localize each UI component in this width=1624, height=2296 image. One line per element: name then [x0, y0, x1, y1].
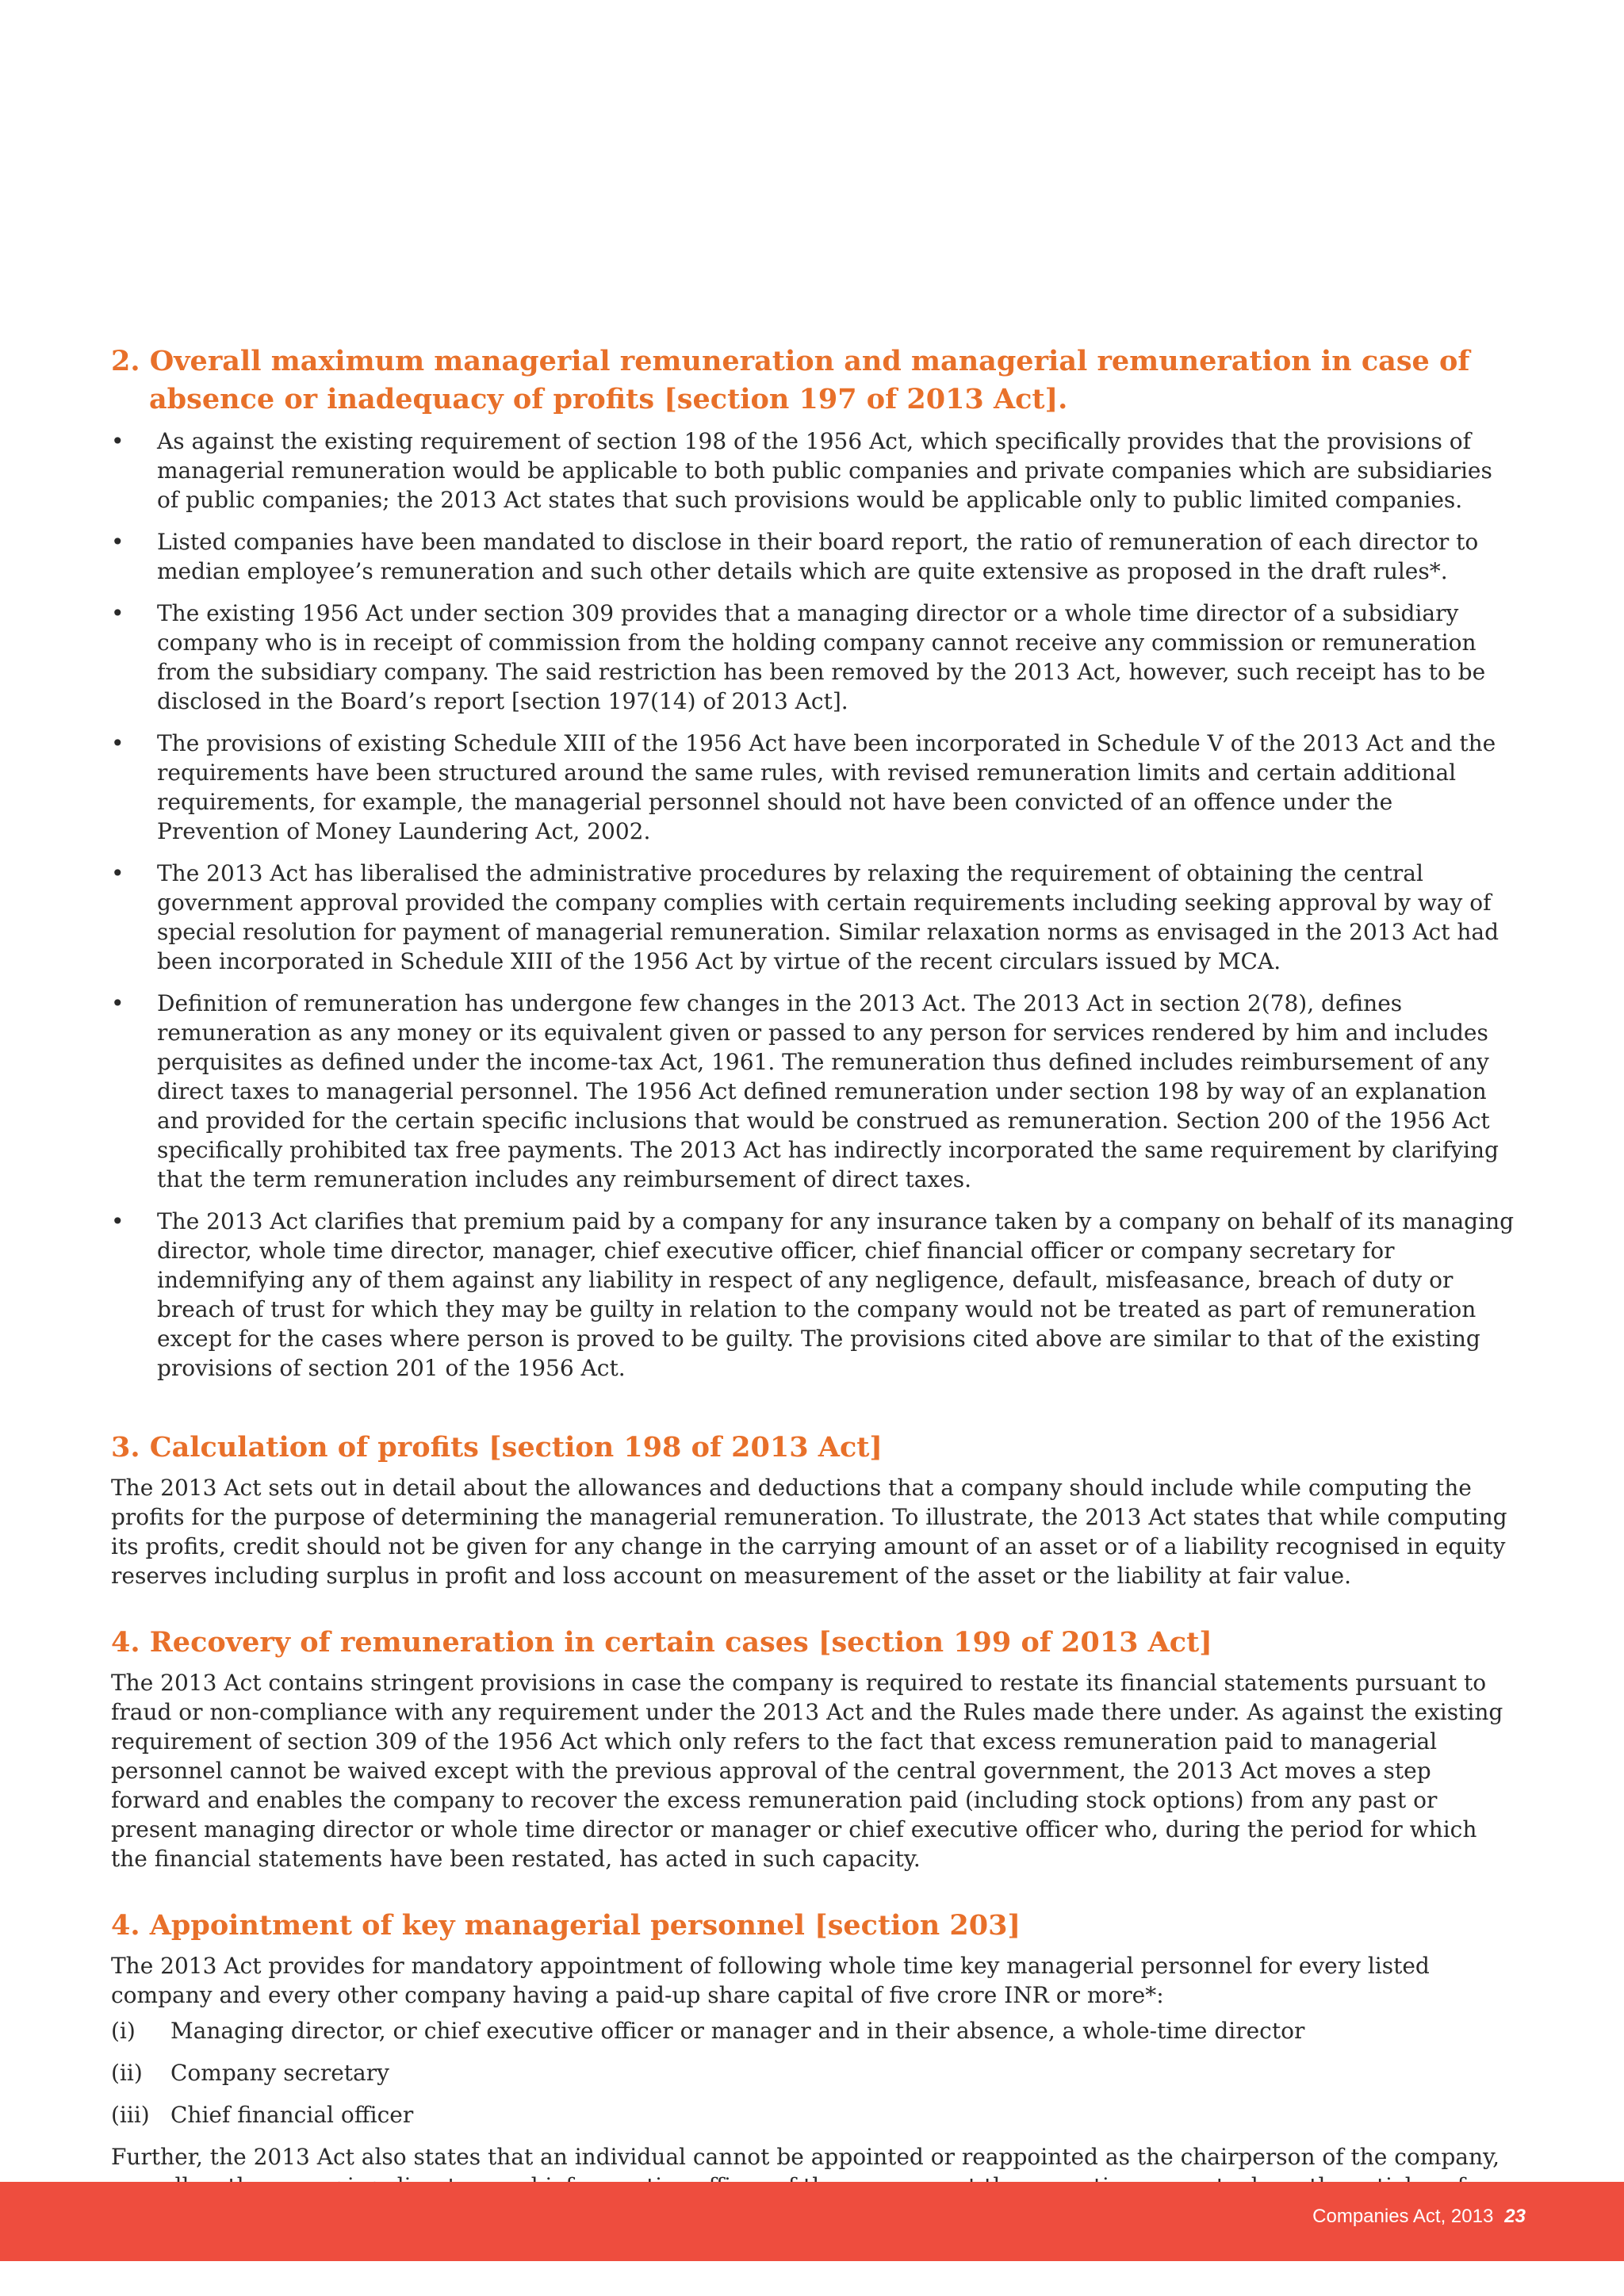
list-item — [111, 427, 1515, 515]
list-item — [111, 729, 1515, 846]
section-3-heading: 3. Calculation of profits [section 198 of 2013 Act] — [111, 1431, 883, 1464]
bullet-icon: • — [111, 990, 124, 1016]
list-item — [111, 989, 1515, 1194]
bullet-text: The 2013 Act clarifies that premium paid by a company for any insurance taken by a company on behalf of its managing director, whole time director, manager, chief executive officer, chief financial officer or company secretary for indemnifying any of them against any liability in respect of any negligence, default, misfeasance, breach of duty or breach of trust for which they may be guilty in relation to the company would not be treated as part of remuneration except for the cases where person is proved to be guilty. The provisions cited above are similar to that of the existing provisions of section 201 of the 1956 Act. — [157, 1208, 1515, 1381]
list-number: (ii) — [111, 2060, 143, 2086]
bullet-icon: • — [111, 730, 124, 756]
footer-text — [1312, 2206, 1526, 2228]
section-4-kmp-intro: The 2013 Act provides for mandatory appointment of following whole time key managerial personnel for every listed company and every other company having a paid-up share capital of five crore INR or more*: — [111, 1953, 1430, 2008]
list-item — [111, 2058, 1515, 2087]
section-4-kmp-heading: 4. Appointment of key managerial personnel [section 203] — [111, 1909, 1021, 1942]
list-item — [111, 2016, 1515, 2045]
footer-bar — [0, 2182, 1624, 2261]
kmp-list — [111, 2016, 1515, 2130]
bullet-icon: • — [111, 860, 124, 886]
page-number: 23 — [1504, 2206, 1526, 2227]
list-text: Managing director, or chief executive officer or manager and in their absence, a whole-time director — [170, 2018, 1305, 2044]
list-text: Company secretary — [170, 2060, 389, 2086]
list-item — [111, 599, 1515, 716]
bullet-text: Definition of remuneration has undergone few changes in the 2013 Act. The 2013 Act in section 2(78), defines remuneration as any money or its equivalent given or passed to any person for services rendered by him and includes perquisites as defined under the income-tax Act, 1961. The remuneration thus defined includes reimbursement of any direct taxes to managerial personnel. The 1956 Act defined remuneration under section 198 by way of an explanation and provided for the certain specific inclusions that would be construed as remuneration. Section 200 of the 1956 Act specifically prohibited tax free payments. The 2013 Act has indirectly incorporated the same requirement by clarifying that the term remuneration includes any reimbursement of direct taxes. — [157, 990, 1499, 1192]
footer-title: Companies Act, 2013 — [1312, 2206, 1494, 2227]
section-3-body: The 2013 Act sets out in detail about the allowances and deductions that a company should include while computing the profits for the purpose of determining the managerial remuneration. To illustrate, the 2013 Act states that while computing its profits, credit should not be given for any change in the carrying amount of an asset or of a liability recognised in equity reserves including surplus in profit and loss account on measurement of the asset or the liability at fair value. — [111, 1475, 1507, 1589]
list-item — [111, 859, 1515, 976]
section-2-heading: 2. Overall maximum managerial remuneration and managerial remuneration in case of absence or inadequacy of profits [section 197 of 2013 Act]. — [111, 345, 1470, 415]
bullet-text: As against the existing requirement of section 198 of the 1956 Act, which specifically provides that the provisions of managerial remuneration would be applicable to both public companies and private companies which are subsidiaries of public companies; the 2013 Act states that such provisions would be applicable only to public limited companies. — [157, 428, 1492, 513]
section-4-recovery-body: The 2013 Act contains stringent provisions in case the company is required to restate its financial statements pursuant to fraud or non-compliance with any requirement under the 2013 Act and the Rules made there under. As against the existing requirement of section 309 of the 1956 Act which only refers to the fact that excess remuneration paid to managerial personnel cannot be waived except with the previous approval of the central government, the 2013 Act moves a step forward and enables the company to recover the excess remuneration paid (including stock options) from any past or present managing director or whole time director or manager or chief executive officer who, during the period for which the financial statements have been restated, has acted in such capacity. — [111, 1670, 1503, 1872]
bullet-text: The provisions of existing Schedule XIII of the 1956 Act have been incorporated in Schedule V of the 2013 Act and the requirements have been structured around the same rules, with revised remuneration limits and certain additional requirements, for example, the managerial personnel should not have been convicted of an offence under the Prevention of Money Laundering Act, 2002. — [157, 730, 1496, 844]
section-4-kmp-closing: Further, the 2013 Act also states that an individual cannot be appointed or reappointed as the chairperson of the company, — [111, 2144, 1500, 2170]
bullet-text: The existing 1956 Act under section 309 provides that a managing director or a whole time director of a subsidiary company who is in receipt of commission from the holding company cannot receive any commission or remuneration from the subsidiary company. The said restriction has been removed by the 2013 Act, however, such receipt has to be disclosed in the Board’s report [section 197(14) of 2013 Act]. — [157, 600, 1486, 714]
bullet-text: The 2013 Act has liberalised the administrative procedures by relaxing the requirement of obtaining the central government approval provided the company complies with certain requirements including seeking approval by way of special resolution for payment of managerial remuneration. Similar relaxation norms as envisaged in the 2013 Act had been incorporated in Schedule XIII of the 1956 Act by virtue of the recent circulars issued by MCA. — [157, 860, 1500, 974]
section-4-recovery-heading: 4. Recovery of remuneration in certain cases [section 199 of 2013 Act] — [111, 1626, 1212, 1659]
bullet-icon: • — [111, 428, 124, 454]
list-number: (iii) — [111, 2102, 150, 2128]
bullet-icon: • — [111, 600, 124, 626]
list-item — [111, 527, 1515, 586]
list-number: (i) — [111, 2018, 136, 2044]
section-2-bullet-list — [111, 427, 1515, 1383]
bullet-text: Listed companies have been mandated to disclose in their board report, the ratio of remuneration of each director to median employee’s remuneration and such other details which are quite extensive as proposed in the draft rules*. — [157, 529, 1479, 584]
list-item — [111, 1207, 1515, 1383]
bullet-icon: • — [111, 1208, 124, 1234]
page-content — [111, 342, 1515, 2230]
bullet-icon: • — [111, 529, 124, 555]
list-text: Chief financial officer — [170, 2102, 414, 2128]
list-item — [111, 2100, 1515, 2130]
